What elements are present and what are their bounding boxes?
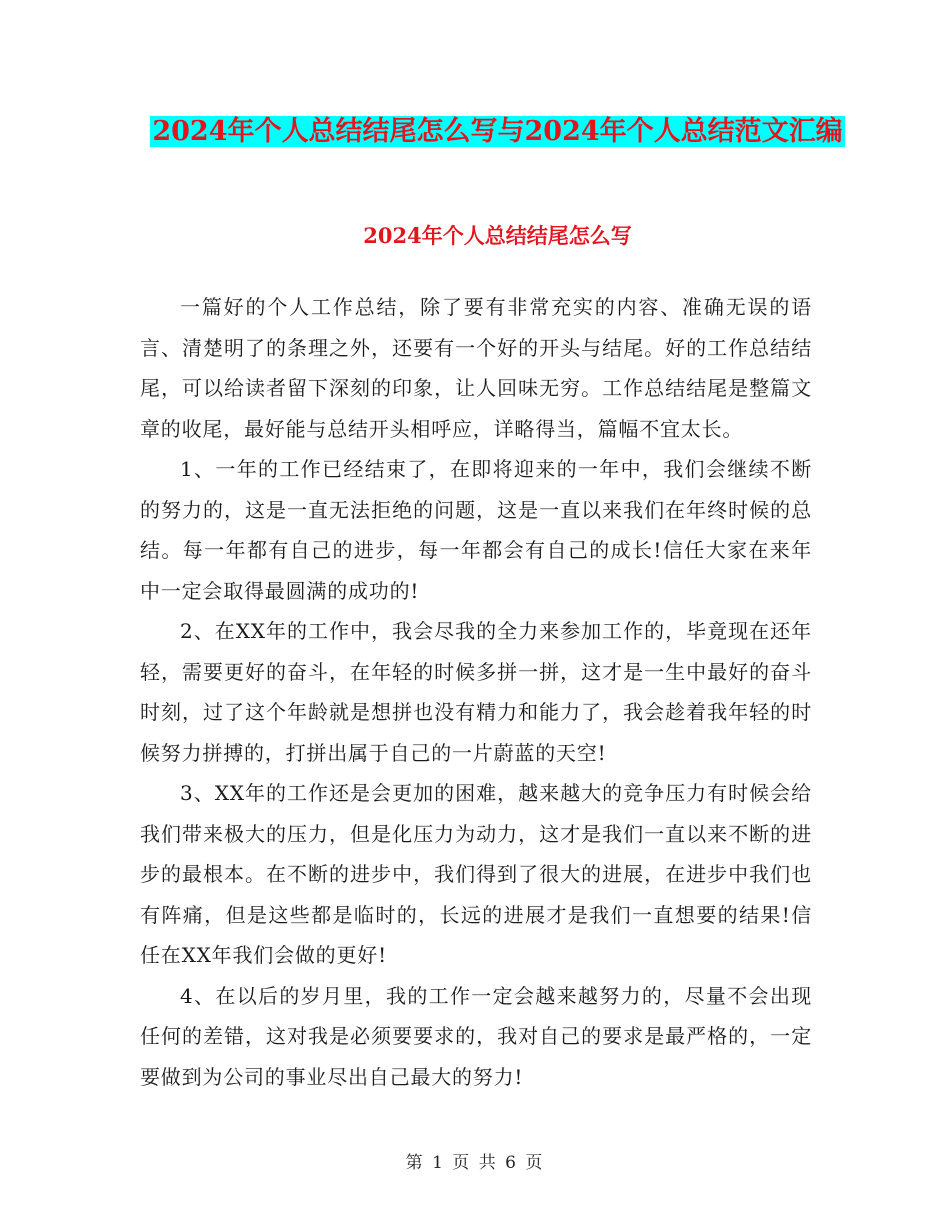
paragraph-2: 2、在XX年的工作中，我会尽我的全力来参加工作的，毕竟现在还年轻，需要更好的奋斗，在年轻的时候多拼一拼，这才是一生中最好的奋斗时刻，过了这个年龄就是想拼也没有精力和能力了，我会趁着我年轻的时候努力拼搏的，打拼出属于自己的一片蔚蓝的天空! <box>140 619 812 765</box>
document-title-text: 2024年个人总结结尾怎么写与2024年个人总结范文汇编 <box>152 116 843 147</box>
document-body <box>140 287 812 1097</box>
paragraph-4: 4、在以后的岁月里，我的工作一定会越来越努力的，尽量不会出现任何的差错，这对我是必须要要求的，我对自己的要求是最严格的，一定要做到为公司的事业尽出自己最大的努力! <box>140 983 812 1089</box>
paragraph-3: 3、XX年的工作还是会更加的困难，越来越大的竞争压力有时候会给我们带来极大的压力，但是化压力为动力，这才是我们一直以来不断的进步的最根本。在不断的进步中，我们得到了很大的进展，在进步中我们也有阵痛，但是这些都是临时的，长远的进展才是我们一直想要的结果!信任在XX年我们会做的更好! <box>140 781 812 967</box>
document-title <box>140 108 855 155</box>
page-footer <box>0 1148 950 1173</box>
page-number-label: 第 1 页 共 6 页 <box>405 1153 545 1173</box>
section-title: 2024年个人总结结尾怎么写 <box>363 223 632 248</box>
paragraph-1: 1、一年的工作已经结束了，在即将迎来的一年中，我们会继续不断的努力的，这是一直无法拒绝的问题，这是一直以来我们在年终时候的总结。每一年都有自己的进步，每一年都会有自己的成长!信任大家在来年中一定会取得最圆满的成功的! <box>140 457 812 603</box>
paragraph-intro: 一篇好的个人工作总结，除了要有非常充实的内容、准确无误的语言、清楚明了的条理之外，还要有一个好的开头与结尾。好的工作总结结尾，可以给读者留下深刻的印象，让人回味无穷。工作总结结尾是整篇文章的收尾，最好能与总结开头相呼应，详略得当，篇幅不宜太长。 <box>140 295 812 441</box>
